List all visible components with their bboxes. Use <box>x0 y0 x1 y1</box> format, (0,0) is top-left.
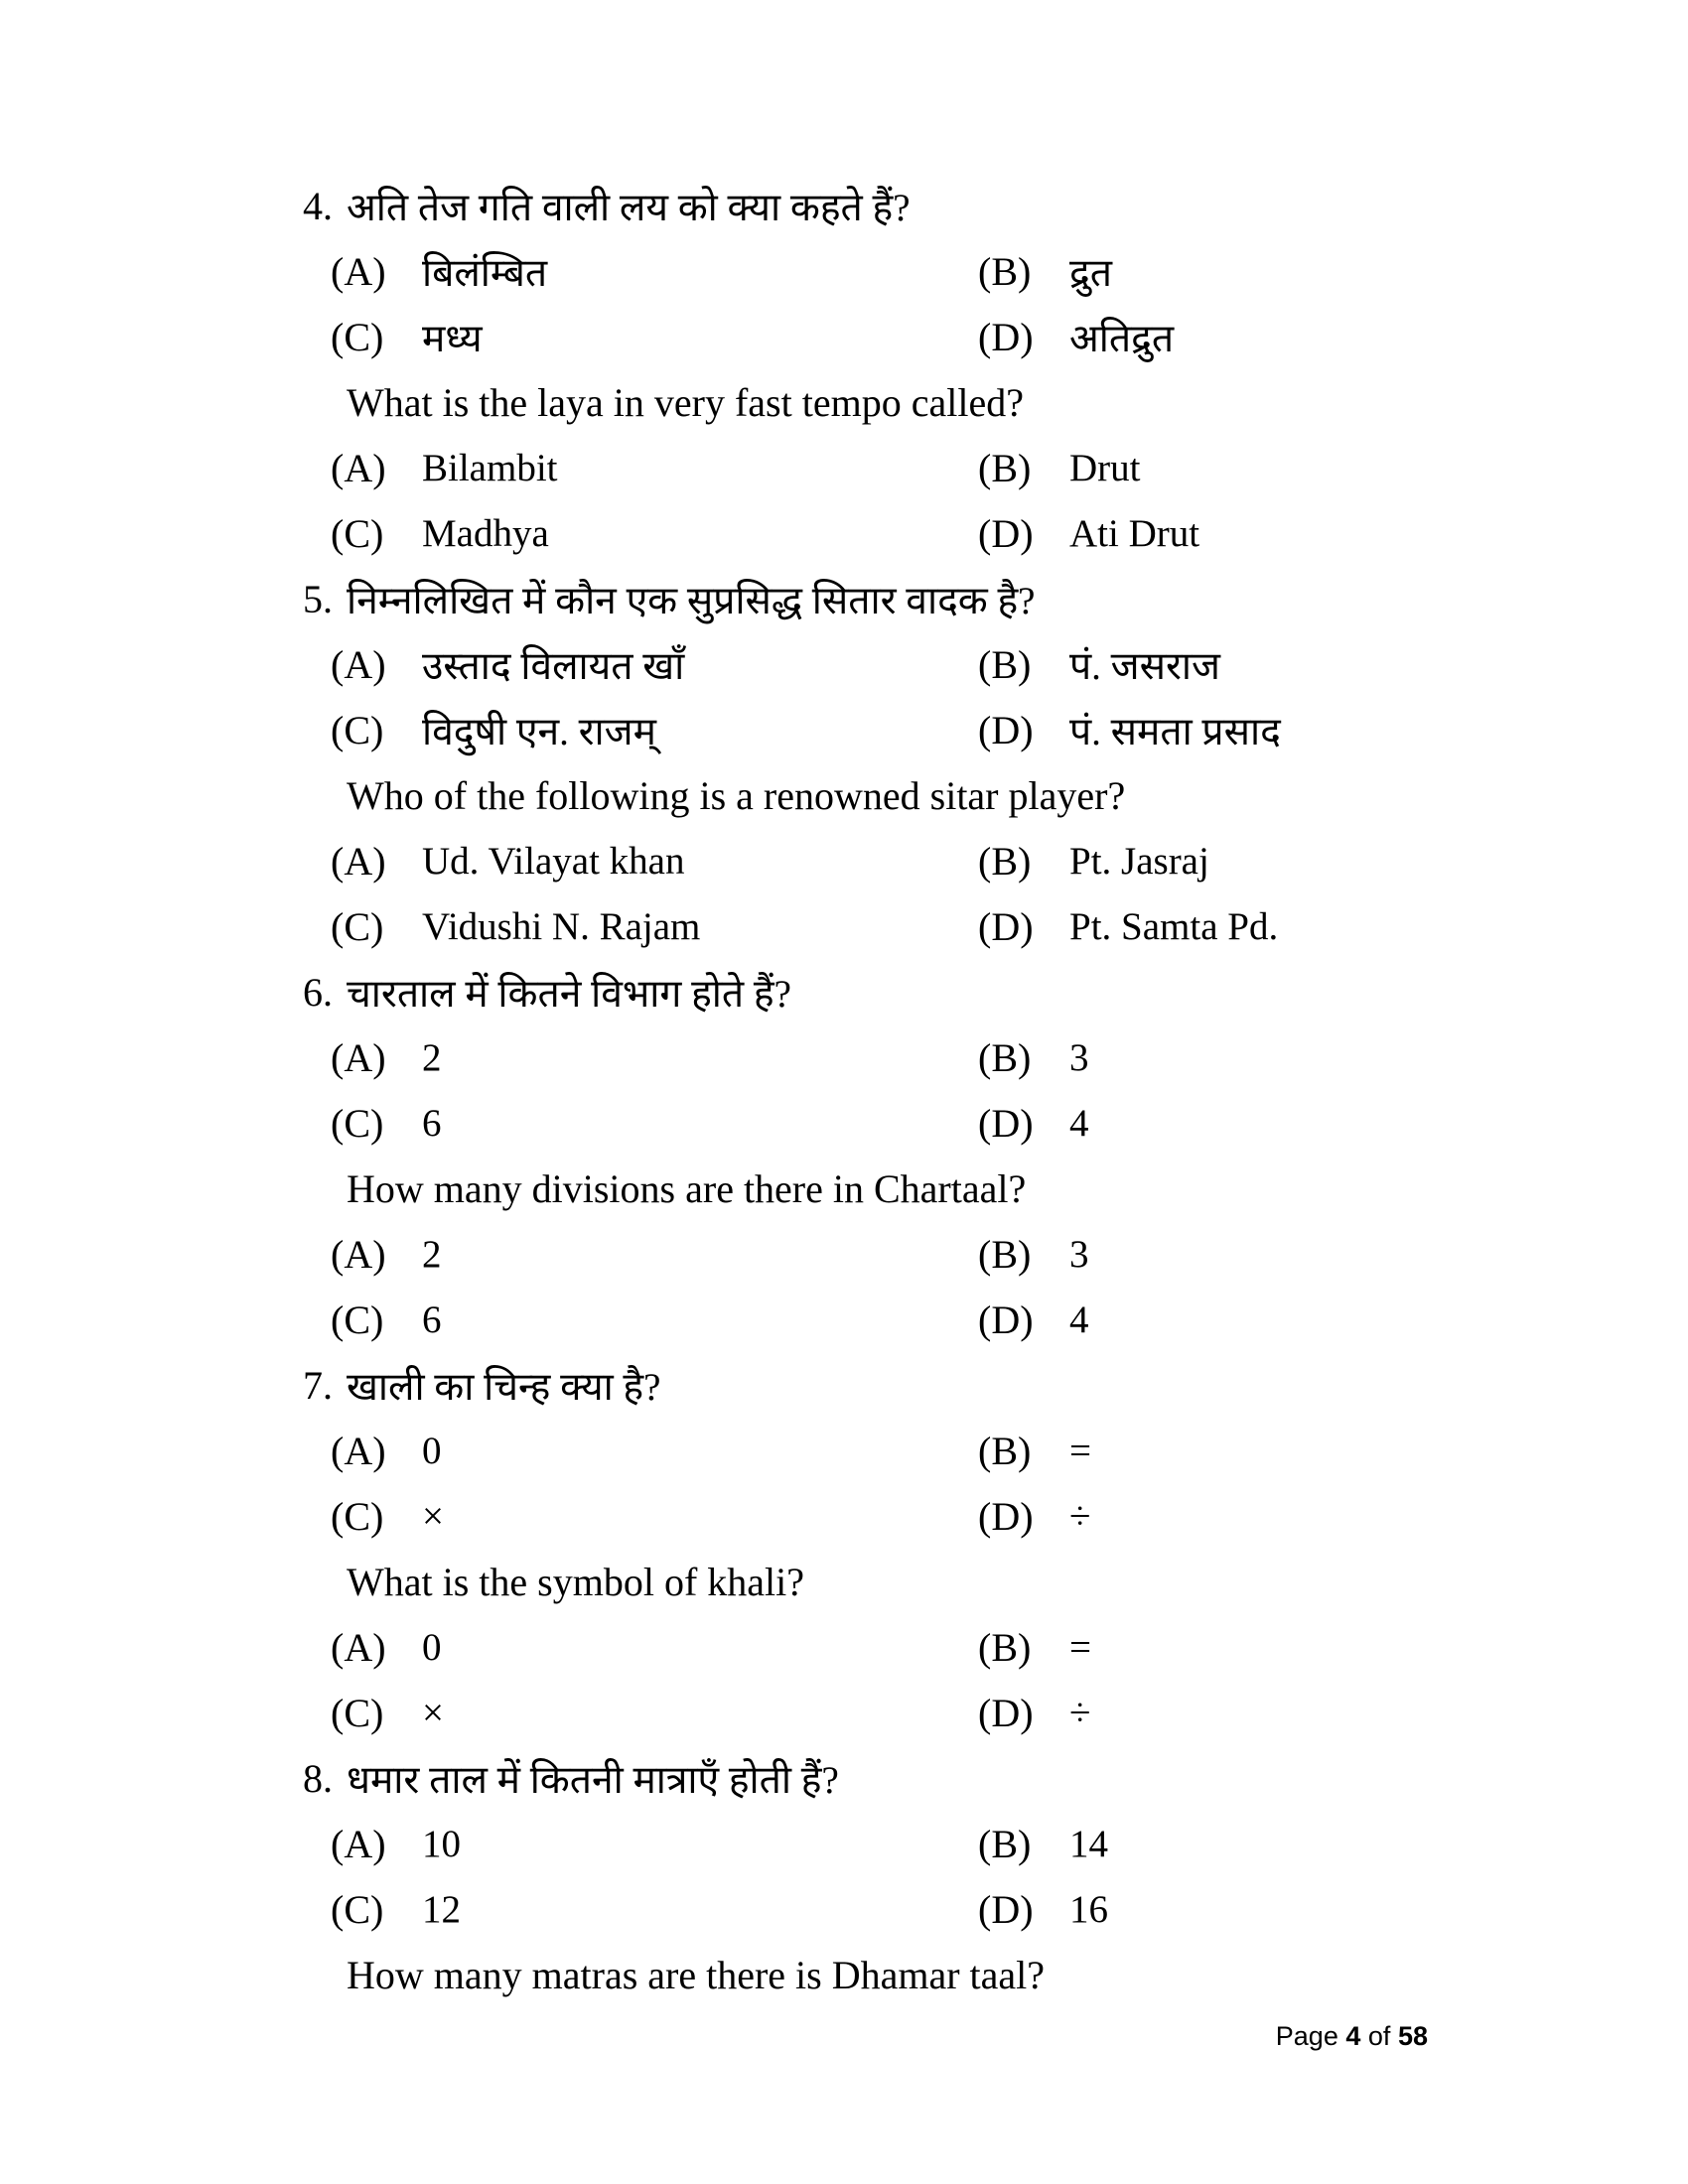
question-8-block <box>303 1745 1554 2007</box>
english-options-row-2 <box>303 893 1554 959</box>
option-d-english <box>978 510 1199 557</box>
option-d-label: (D) <box>978 1493 1034 1539</box>
hindi-options-row-1 <box>303 1811 1554 1876</box>
option-b-english <box>978 445 1141 491</box>
option-c-label: (C) <box>331 1493 384 1539</box>
option-b-label: (B) <box>978 641 1032 687</box>
option-d-text: Pt. Samta Pd. <box>1069 904 1279 948</box>
option-d-english <box>978 903 1278 950</box>
option-d-label: (D) <box>978 903 1034 949</box>
option-c-text: 12 <box>422 1887 461 1931</box>
option-a-english <box>303 838 978 885</box>
question-line-english <box>303 1942 1554 2007</box>
option-b-label: (B) <box>978 838 1032 884</box>
option-a-text: Bilambit <box>422 446 558 489</box>
option-c-text: Madhya <box>422 511 549 555</box>
option-c-label: (C) <box>331 707 384 752</box>
option-b-english <box>978 1624 1091 1671</box>
option-a-label: (A) <box>331 1231 386 1277</box>
option-b-text: = <box>1069 1625 1091 1669</box>
option-b-text: Drut <box>1069 446 1141 489</box>
question-number: 6. <box>303 969 333 1015</box>
option-d <box>978 1886 1108 1933</box>
option-d-label: (D) <box>978 1297 1034 1342</box>
option-c-label: (C) <box>331 314 384 359</box>
option-b <box>978 245 1112 298</box>
option-d-label: (D) <box>978 1690 1034 1735</box>
option-b-text: द्रुत <box>1069 251 1112 295</box>
question-text-english: Who of the following is a renowned sitar player? <box>347 772 1126 818</box>
footer-page-number: 4 <box>1345 2021 1361 2051</box>
question-line <box>303 959 1554 1024</box>
question-text-hindi: धमार ताल में कितनी मात्राएँ होती हैं? <box>347 1758 839 1802</box>
footer-total-pages: 58 <box>1397 2021 1428 2051</box>
question-line-english <box>303 1156 1554 1221</box>
question-text-hindi: खाली का चिन्ह क्या है? <box>347 1365 661 1409</box>
option-c-text: Vidushi N. Rajam <box>422 904 701 948</box>
hindi-options-row-1 <box>303 1418 1554 1483</box>
english-options-row-1 <box>303 1221 1554 1287</box>
option-b <box>978 1428 1091 1474</box>
page-footer <box>1276 2021 1428 2052</box>
option-c-english <box>303 903 978 950</box>
option-d-label: (D) <box>978 510 1034 556</box>
option-b-english <box>978 1231 1089 1278</box>
option-d-text: अतिद्रुत <box>1069 317 1175 360</box>
question-7-block <box>303 1352 1554 1745</box>
option-d-text: 16 <box>1069 1887 1108 1931</box>
option-b-label: (B) <box>978 1428 1032 1473</box>
option-c-text: × <box>422 1494 444 1538</box>
option-c-label: (C) <box>331 1297 384 1342</box>
question-number: 7. <box>303 1362 333 1408</box>
english-options-row-2 <box>303 500 1554 566</box>
option-d-text: Ati Drut <box>1069 511 1200 555</box>
option-d-english <box>978 1690 1090 1736</box>
question-text-hindi: अति तेज गति वाली लय को क्या कहते हैं? <box>347 186 911 229</box>
option-d-text: पं. समता प्रसाद <box>1069 710 1281 753</box>
option-a-label: (A) <box>331 1034 386 1080</box>
option-a-text: 10 <box>422 1822 461 1865</box>
option-a <box>303 1428 978 1474</box>
option-a-text: 0 <box>422 1429 442 1472</box>
option-d-text: ÷ <box>1069 1494 1091 1538</box>
english-options-row-1 <box>303 1614 1554 1680</box>
question-text-hindi: चारताल में कितने विभाग होते हैं? <box>347 972 791 1016</box>
option-b-label: (B) <box>978 445 1032 490</box>
option-c-text: 6 <box>422 1297 442 1341</box>
option-b-text: 3 <box>1069 1232 1089 1276</box>
option-a-english <box>303 1231 978 1278</box>
option-b-english <box>978 838 1209 885</box>
option-c-label: (C) <box>331 1100 384 1146</box>
option-d-label: (D) <box>978 314 1034 359</box>
question-text-english: How many matras are there is Dhamar taal? <box>347 1952 1046 1997</box>
option-b-label: (B) <box>978 1034 1032 1080</box>
hindi-options-row-2 <box>303 304 1554 369</box>
option-d-text: ÷ <box>1069 1691 1091 1734</box>
footer-of-word: of <box>1367 2021 1391 2051</box>
hindi-options-row-1 <box>303 631 1554 697</box>
question-line <box>303 173 1554 238</box>
hindi-options-row-1 <box>303 1024 1554 1090</box>
option-c-text: × <box>422 1691 444 1734</box>
option-a-label: (A) <box>331 445 386 490</box>
option-d-label: (D) <box>978 1100 1034 1146</box>
question-text-english: What is the laya in very fast tempo called? <box>347 379 1024 425</box>
english-options-row-1 <box>303 828 1554 893</box>
option-c <box>303 1100 978 1147</box>
option-c-label: (C) <box>331 1886 384 1932</box>
option-a-label: (A) <box>331 248 386 294</box>
english-options-row-1 <box>303 435 1554 500</box>
option-a <box>303 245 978 298</box>
option-b-text: 3 <box>1069 1035 1089 1079</box>
question-number: 5. <box>303 576 333 621</box>
option-a-text: उस्ताद विलायत खाँ <box>422 644 685 688</box>
hindi-options-row-2 <box>303 697 1554 762</box>
question-text-english: What is the symbol of khali? <box>347 1559 805 1604</box>
option-d <box>978 1493 1090 1540</box>
question-line-english <box>303 369 1554 435</box>
option-a-label: (A) <box>331 1821 386 1866</box>
option-c <box>303 704 978 756</box>
question-number: 8. <box>303 1755 333 1801</box>
option-b <box>978 638 1220 691</box>
option-b-label: (B) <box>978 1821 1032 1866</box>
option-a-english <box>303 445 978 491</box>
option-a-text: 0 <box>422 1625 442 1669</box>
question-line-english <box>303 762 1554 828</box>
option-c-label: (C) <box>331 1690 384 1735</box>
option-c-text: विदुषी एन. राजम् <box>422 710 656 753</box>
exam-questions-page <box>303 173 1554 2007</box>
hindi-options-row-2 <box>303 1483 1554 1549</box>
option-d-text: 4 <box>1069 1101 1089 1145</box>
option-d <box>978 311 1174 363</box>
question-6-block <box>303 959 1554 1352</box>
option-c-text: 6 <box>422 1101 442 1145</box>
hindi-options-row-2 <box>303 1090 1554 1156</box>
footer-page-word: Page <box>1275 2021 1338 2051</box>
option-b-label: (B) <box>978 1624 1032 1670</box>
option-a <box>303 638 978 691</box>
option-d-english <box>978 1297 1089 1343</box>
option-a-label: (A) <box>331 641 386 687</box>
question-line <box>303 1745 1554 1811</box>
option-a-english <box>303 1624 978 1671</box>
option-b-text: = <box>1069 1429 1091 1472</box>
question-line <box>303 1352 1554 1418</box>
option-b-text: पं. जसराज <box>1069 644 1220 688</box>
question-text-hindi: निम्नलिखित में कौन एक सुप्रसिद्ध सितार वादक है? <box>347 579 1036 622</box>
option-a-label: (A) <box>331 838 386 884</box>
option-b-label: (B) <box>978 248 1032 294</box>
question-number: 4. <box>303 183 333 228</box>
option-a-text: 2 <box>422 1232 442 1276</box>
option-c <box>303 1886 978 1933</box>
option-c-label: (C) <box>331 903 384 949</box>
question-text-english: How many divisions are there in Chartaal? <box>347 1165 1027 1211</box>
question-line-english <box>303 1549 1554 1614</box>
option-d-text: 4 <box>1069 1297 1089 1341</box>
option-b-label: (B) <box>978 1231 1032 1277</box>
question-4-block <box>303 173 1554 566</box>
option-a <box>303 1034 978 1081</box>
option-c-label: (C) <box>331 510 384 556</box>
question-5-block <box>303 566 1554 959</box>
question-line <box>303 566 1554 631</box>
option-d <box>978 704 1281 756</box>
option-a-label: (A) <box>331 1428 386 1473</box>
option-a <box>303 1821 978 1867</box>
hindi-options-row-1 <box>303 238 1554 304</box>
option-c-english <box>303 1297 978 1343</box>
option-a-text: बिलंम्बित <box>422 251 548 295</box>
option-c-english <box>303 1690 978 1736</box>
option-b-text: 14 <box>1069 1822 1108 1865</box>
hindi-options-row-2 <box>303 1876 1554 1942</box>
option-d-label: (D) <box>978 707 1034 752</box>
option-d-label: (D) <box>978 1886 1034 1932</box>
option-a-text: 2 <box>422 1035 442 1079</box>
option-b <box>978 1821 1108 1867</box>
option-b-text: Pt. Jasraj <box>1069 839 1209 883</box>
option-c-text: मध्य <box>422 317 483 360</box>
option-d <box>978 1100 1089 1147</box>
english-options-row-2 <box>303 1680 1554 1745</box>
option-c <box>303 311 978 363</box>
option-c <box>303 1493 978 1540</box>
option-a-label: (A) <box>331 1624 386 1670</box>
option-a-text: Ud. Vilayat khan <box>422 839 685 883</box>
english-options-row-2 <box>303 1287 1554 1352</box>
option-c-english <box>303 510 978 557</box>
option-b <box>978 1034 1089 1081</box>
